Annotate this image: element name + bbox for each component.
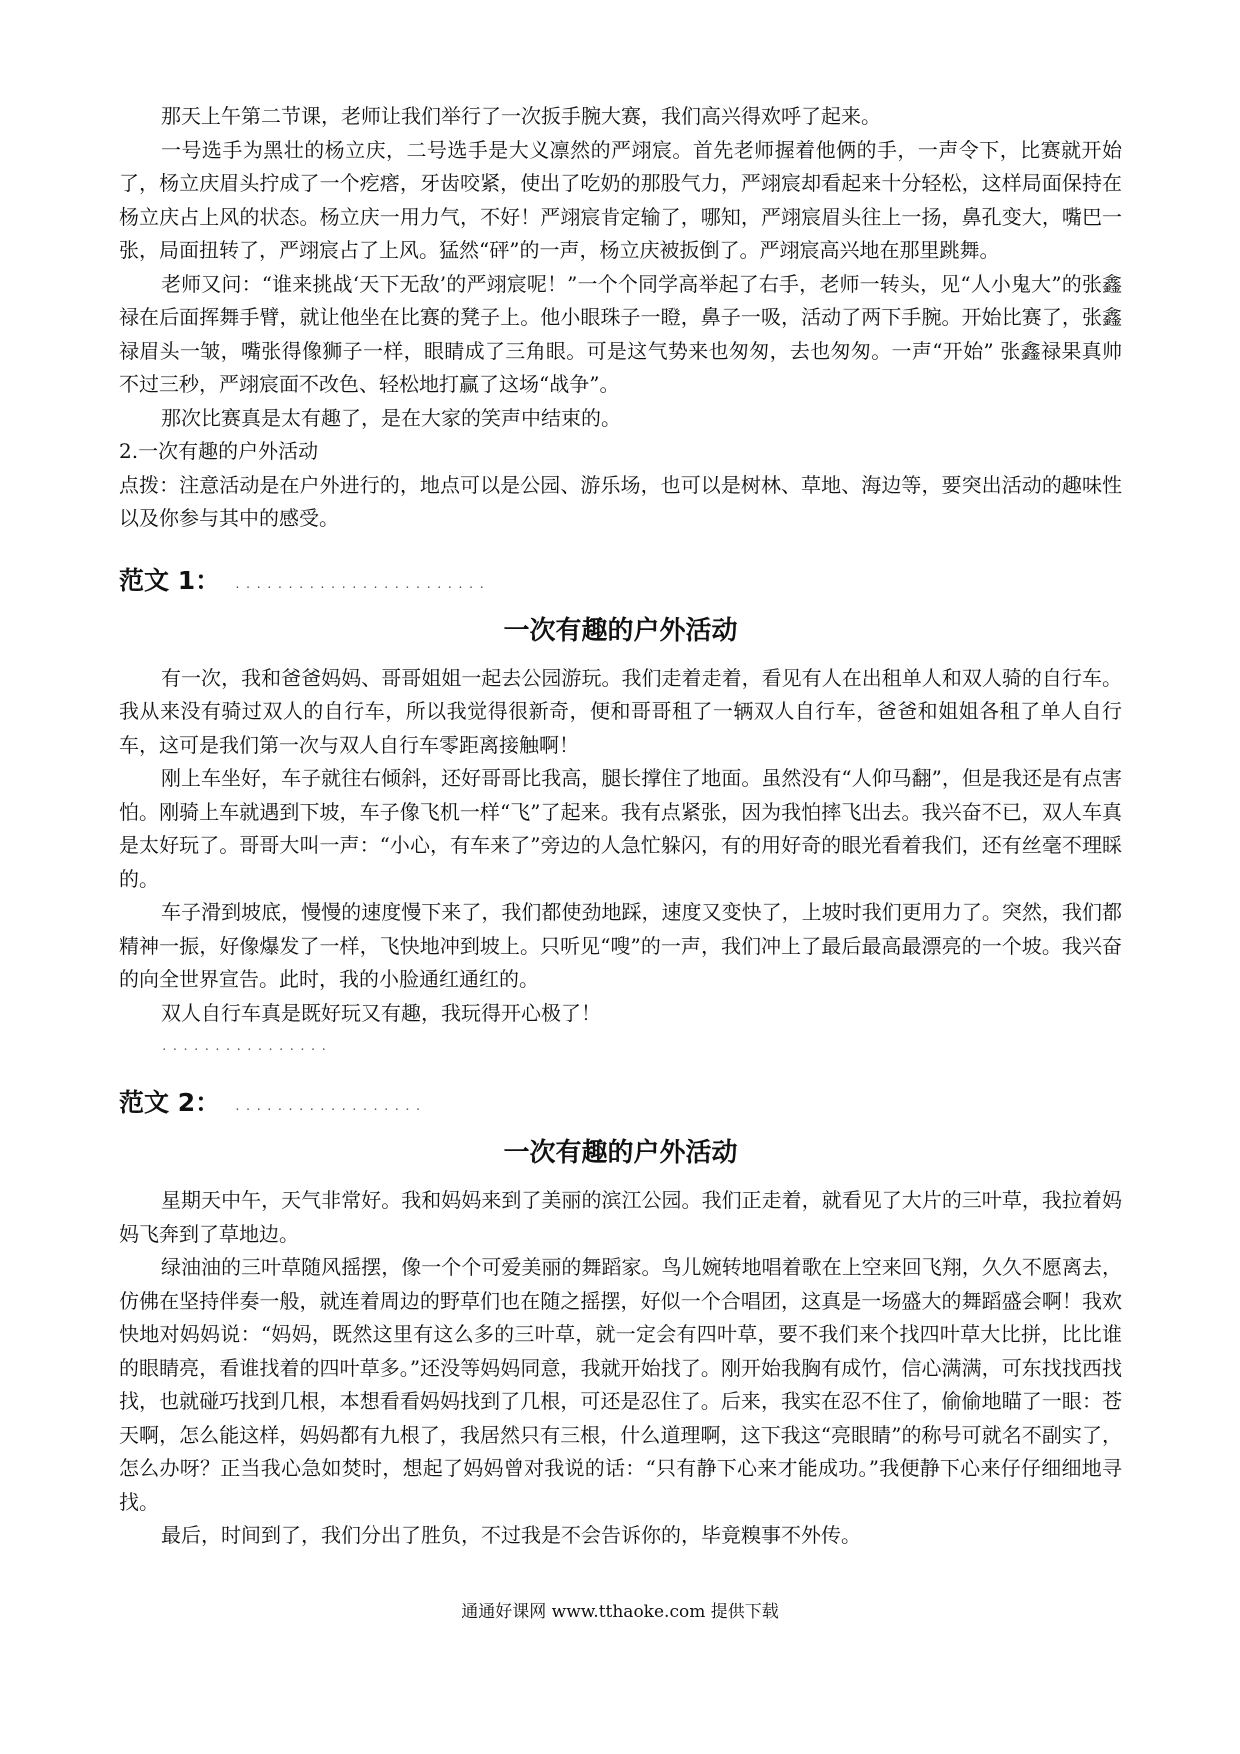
intro-paragraph-1: 那天上午第二节课，老师让我们举行了一次扳手腕大赛，我们高兴得欢呼了起来。	[161, 104, 881, 128]
essay1-paragraph-2: 刚上车坐好，车子就往右倾斜，还好哥哥比我高，腿长撑住了地面。虽然没有“人仰马翻”，但是我还是有点害怕。刚骑上车就遇到下坡，车子像飞机一样“飞”了起来。我有点紧张，因为我怕摔飞出去。我兴奋不已，双人车真是太好玩了。哥哥大叫一声：“小心，有车来了”旁边的人急忙躲闪，有的用好奇的眼光看着我们，还有丝毫不理睬的。	[119, 766, 1122, 891]
essay2-paragraph-2: 绿油油的三叶草随风摇摆，像一个个可爱美丽的舞蹈家。鸟儿婉转地唱着歌在上空来回飞翔，久久不愿离去，仿佛在坚持伴奏一般，就连着周边的野草们也在随之摇摆，好似一个合唱团，这真是一场盛大的舞蹈盛会啊！我欢快地对妈妈说：“妈妈，既然这里有这么多的三叶草，就一定会有四叶草，要不我们来个找四叶草大比拼，比比谁的眼睛亮，看谁找着的四叶草多。”还没等妈妈同意，我就开始找了。刚开始我胸有成竹，信心满满，可东找找西找找，也就碰巧找到几根，本想看看妈妈找到了几根，可还是忍住了。后来，我实在忍不住了，偷偷地瞄了一眼：苍天啊，怎么能这样，妈妈都有九根了，我居然只有三根，什么道理啊，这下我这“亮眼睛”的称号可就名不副实了，怎么办呀？正当我心急如焚时，想起了妈妈曾对我说的话：“只有静下心来才能成功。”我便静下心来仔仔细细地寻找。	[119, 1255, 1122, 1514]
essay2-header	[119, 1072, 1122, 1118]
essay1-paragraph-3: 车子滑到坡底，慢慢的速度慢下来了，我们都使劲地踩，速度又变快了，上坡时我们更用力了。突然，我们都精神一振，好像爆发了一样，飞快地冲到坡上。只听见“嗖”的一声，我们冲上了最后最高最漂亮的一个坡。我兴奋的向全世界宣告。此时，我的小脸通红通红的。	[119, 900, 1122, 991]
essay1-header	[119, 550, 1122, 596]
essay1-paragraph-4: 双人自行车真是既好玩又有趣，我玩得开心极了！	[161, 1000, 601, 1025]
essay1-title: 一次有趣的户外活动	[503, 615, 738, 646]
page-footer: 通通好课网 www.tthaoke.com 提供下载	[461, 1602, 779, 1622]
document-page	[119, 100, 1122, 1553]
essay2-title: 一次有趣的户外活动	[503, 1138, 738, 1168]
essay1-end-dots: ................	[161, 1040, 331, 1053]
topic-heading: 2.一次有趣的户外活动	[119, 439, 319, 463]
essay2-label-dots: ..................	[234, 1100, 426, 1113]
intro-paragraph-3: 老师又问：“谁来挑战‘天下无敌’的严翊宸呢！”一个个同学高举起了右手，老师一转头，见“人小鬼大”的张鑫禄在后面挥舞手臂，就让他坐在比赛的凳子上。他小眼珠子一瞪，鼻子一吸，活动了两下手腕。开始比赛了，张鑫禄眉头一皱，嘴张得像狮子一样，眼睛成了三角眼。可是这气势来也匆匆，去也匆匆。一声“开始” 张鑫禄果真帅不过三秒，严翊宸面不改色、轻松地打赢了这场“战争”。	[119, 271, 1122, 396]
essay2-label: 范文 2：	[119, 1088, 221, 1117]
intro-paragraph-2: 一号选手为黑壮的杨立庆，二号选手是大义凛然的严翊宸。首先老师握着他俩的手，一声令下，比赛就开始了，杨立庆眉头拧成了一个疙瘩，牙齿咬紧，使出了吃奶的那股气力，严翊宸却看起来十分轻松，这样局面保持在杨立庆占上风的状态。杨立庆一用力气，不好！严翊宸肯定输了，哪知，严翊宸眉头往上一扬，鼻孔变大，嘴巴一张，局面扭转了，严翊宸占了上风。猛然“砰”的一声，杨立庆被扳倒了。严翊宸高兴地在那里跳舞。	[119, 137, 1122, 262]
essay2-paragraph-1: 星期天中午，天气非常好。我和妈妈来到了美丽的滨江公园。我们正走着，就看见了大片的三叶草，我拉着妈妈飞奔到了草地边。	[119, 1188, 1122, 1246]
essay1-label-dots: ........................	[234, 577, 490, 591]
essay1-label: 范文 1：	[119, 565, 221, 595]
topic-hint: 点拨：注意活动是在户外进行的，地点可以是公园、游乐场，也可以是树林、草地、海边等，要突出活动的趣味性以及你参与其中的感受。	[119, 472, 1122, 530]
intro-paragraph-4: 那次比赛真是太有趣了，是在大家的笑声中结束的。	[161, 405, 621, 430]
essay2-paragraph-3: 最后，时间到了，我们分出了胜负，不过我是不会告诉你的，毕竟糗事不外传。	[161, 1523, 861, 1547]
essay1-paragraph-1: 有一次，我和爸爸妈妈、哥哥姐姐一起去公园游玩。我们走着走着，看见有人在出租单人和双人骑的自行车。我从来没有骑过双人的自行车，所以我觉得很新奇，便和哥哥租了一辆双人自行车，爸爸和姐姐各租了单人自行车，这可是我们第一次与双人自行车零距离接触啊！	[119, 665, 1122, 757]
